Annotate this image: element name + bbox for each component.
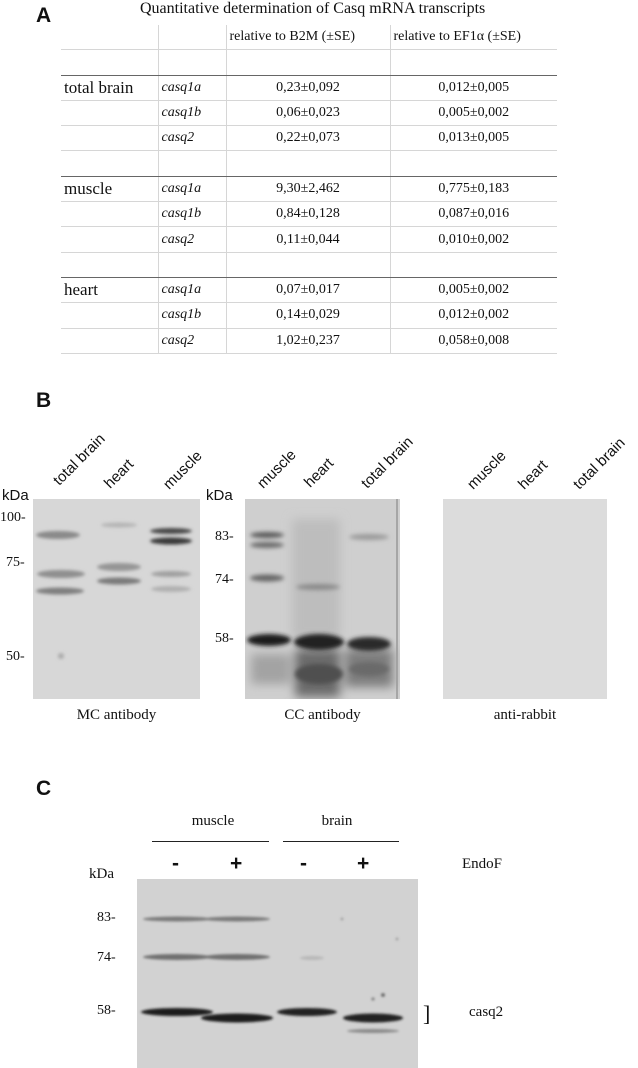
gene-cell: casq2 xyxy=(158,126,226,151)
lane-label-total-brain: total brain xyxy=(49,430,109,489)
mw-marker-75: 75- xyxy=(6,555,25,570)
gene-cell: casq1a xyxy=(158,176,226,201)
panel-c-letter: C xyxy=(36,777,52,800)
mc-antibody-blot xyxy=(33,499,200,699)
kda-label: kDa xyxy=(89,866,114,882)
table-row xyxy=(61,328,557,353)
table-row xyxy=(61,126,557,151)
b2m-value: 0,14±0,029 xyxy=(226,303,390,328)
header-b2m: relative to B2M (±SE) xyxy=(226,25,390,50)
header-cell xyxy=(158,25,226,50)
header-ef1a: relative to EF1α (±SE) xyxy=(390,25,557,50)
ef1a-value: 0,010±0,002 xyxy=(390,227,557,252)
table-row xyxy=(61,202,557,227)
table-spacer-row xyxy=(61,151,557,176)
table-row xyxy=(61,176,557,201)
lane-label-muscle: muscle xyxy=(253,446,300,492)
b2m-value: 0,11±0,044 xyxy=(226,227,390,252)
gene-cell: casq1a xyxy=(158,75,226,100)
table-row xyxy=(61,100,557,125)
tissue-cell: heart xyxy=(61,277,158,302)
tissue-cell: total brain xyxy=(61,75,158,100)
mw-marker-50: 50- xyxy=(6,649,25,664)
ef1a-value: 0,087±0,016 xyxy=(390,202,557,227)
panel-b-letter: B xyxy=(36,389,52,412)
mw-marker-74: 74- xyxy=(215,572,234,587)
group-label-brain: brain xyxy=(321,813,353,829)
mw-marker-100: 100- xyxy=(0,510,26,525)
casq-mrna-table xyxy=(61,25,557,354)
ef1a-value: 0,013±0,005 xyxy=(390,126,557,151)
table-title: Quantitative determination of Casq mRNA transcripts xyxy=(140,0,486,17)
table-row xyxy=(61,303,557,328)
gene-cell: casq2 xyxy=(158,227,226,252)
gene-cell: casq1b xyxy=(158,202,226,227)
endof-blot xyxy=(137,879,418,1068)
sign-minus: - xyxy=(300,852,307,875)
sign-plus: + xyxy=(357,852,370,875)
mw-marker-58: 58- xyxy=(215,631,234,646)
table-row xyxy=(61,227,557,252)
sign-plus: + xyxy=(230,852,243,875)
group-line-muscle xyxy=(152,841,269,842)
mw-marker-58: 58- xyxy=(97,1003,116,1018)
cc-antibody-blot xyxy=(245,499,400,699)
table-row xyxy=(61,277,557,302)
b2m-value: 0,23±0,092 xyxy=(226,75,390,100)
lane-label-heart: heart xyxy=(300,454,338,491)
b2m-value: 0,07±0,017 xyxy=(226,277,390,302)
gene-cell: casq1a xyxy=(158,277,226,302)
ef1a-value: 0,012±0,005 xyxy=(390,75,557,100)
table-row xyxy=(61,75,557,100)
lane-label-muscle: muscle xyxy=(463,447,510,493)
group-line-brain xyxy=(283,841,399,842)
b2m-value: 1,02±0,237 xyxy=(226,328,390,353)
b2m-value: 0,22±0,073 xyxy=(226,126,390,151)
gene-cell: casq2 xyxy=(158,328,226,353)
lane-label-muscle: muscle xyxy=(159,447,206,493)
b2m-value: 0,84±0,128 xyxy=(226,202,390,227)
ef1a-value: 0,012±0,002 xyxy=(390,303,557,328)
blot-caption-cc: CC antibody xyxy=(284,707,361,723)
sign-minus: - xyxy=(172,852,179,875)
lane-label-heart: heart xyxy=(514,456,552,493)
b2m-value: 0,06±0,023 xyxy=(226,100,390,125)
mw-marker-83: 83- xyxy=(97,910,116,925)
kda-label: kDa xyxy=(206,487,233,504)
group-label-muscle: muscle xyxy=(191,813,235,829)
gene-cell: casq1b xyxy=(158,303,226,328)
treatment-label: EndoF xyxy=(462,856,503,872)
table-spacer-row xyxy=(61,252,557,277)
kda-label: kDa xyxy=(2,487,29,504)
anti-rabbit-blot xyxy=(443,499,607,699)
ef1a-value: 0,775±0,183 xyxy=(390,176,557,201)
gene-cell: casq1b xyxy=(158,100,226,125)
blot-caption-mc: MC antibody xyxy=(76,707,157,723)
panel-a-letter: A xyxy=(36,4,52,27)
header-cell xyxy=(61,25,158,50)
ef1a-value: 0,005±0,002 xyxy=(390,277,557,302)
band-bracket: ] xyxy=(423,1001,431,1026)
table-header-row xyxy=(61,25,557,50)
mw-marker-74: 74- xyxy=(97,950,116,965)
ef1a-value: 0,005±0,002 xyxy=(390,100,557,125)
tissue-cell: muscle xyxy=(61,176,158,201)
b2m-value: 9,30±2,462 xyxy=(226,176,390,201)
band-label-casq2: casq2 xyxy=(469,1004,504,1020)
lane-label-total-brain: total brain xyxy=(357,433,417,492)
lane-label-heart: heart xyxy=(100,455,138,492)
lane-label-total-brain: total brain xyxy=(569,434,629,493)
blot-caption-anti-rabbit: anti-rabbit xyxy=(493,707,557,723)
mw-marker-83: 83- xyxy=(215,529,234,544)
table-spacer-row xyxy=(61,50,557,75)
ef1a-value: 0,058±0,008 xyxy=(390,328,557,353)
